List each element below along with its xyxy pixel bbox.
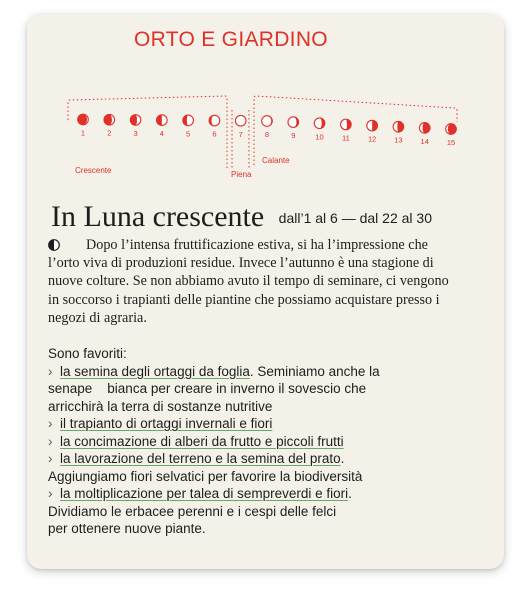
moon-day-6 [209,115,220,138]
moon-day-3 [130,115,141,138]
moon-day-number: 6 [212,129,217,139]
moon-day-number: 14 [420,136,429,146]
item-semina-rest: . Seminiamo anche la [249,363,380,379]
intro-paragraph: Dopo l’intensa fruttificazione estiva, si ha l’impressione che l’orto viva di produzioni residue. Invece l’autunno è una stagione di nuove colture. Se non abbiamo avuto il tempo di seminare, ci vengono in soccorso i trapianti delle piantine che possiamo acquistare presso i negozi di agraria. [48,237,449,326]
moon-day-number: 10 [315,132,324,142]
date-range: dall’1 al 6 — dal 22 al 30 [278,210,432,226]
text-line: per ottenere nuove piante. [48,521,206,536]
moon-day-number: 4 [159,129,164,139]
section-title: ORTO E GIARDINO [134,28,328,51]
moon-day-number: 12 [367,134,377,144]
moon-day-number: 13 [394,135,403,145]
moon-day-8 [262,116,273,139]
moon-day-number: 1 [80,128,86,138]
heading-row [51,200,432,234]
moon-day-5 [183,115,194,138]
text-line: arricchirà la terra di sostanze nutritive [48,398,273,414]
item-lavorazione: la lavorazione del terreno e la semina del prato [60,451,341,466]
bullet-arrow: › [48,416,53,431]
item-concimazione: la concimazione di alberi da frutto e piccoli frutti [60,433,344,449]
item-trapianto: il trapianto di ortaggi invernali e fiori [60,416,273,431]
moon-day-number: 5 [186,129,191,139]
moon-day-number: 3 [133,128,138,138]
item-moltiplicazione-rest: . [348,486,352,501]
moon-day-number: 9 [291,131,296,141]
moon-day-12 [367,120,378,143]
text-line: Dividiamo le erbacee perenni e i cespi delle felci [48,503,337,519]
list-item [48,450,468,468]
moon-day-11 [341,119,352,142]
moon-disc [235,115,246,126]
bullet-arrow: › [48,433,53,449]
moon-day-9 [288,117,299,140]
list-item [48,415,468,433]
item-lavorazione-rest: . [340,451,345,466]
list-item [48,485,468,503]
moon-day-2 [104,114,115,137]
moon-day-13 [393,121,404,144]
favoriti-label: Sono favoriti: [48,346,127,361]
list-item [48,363,468,381]
moon-day-number: 7 [238,129,243,139]
moon-day-number: 15 [446,138,456,147]
waxing-label: Crescente [75,166,112,175]
item-semina-ortaggi: la semina degli ortaggi da foglia [60,363,250,379]
moon-phase-calendar [0,0,521,200]
bullet-arrow: › [48,451,53,466]
list-item [48,433,468,451]
moon-day-1 [78,114,89,137]
bullet-arrow: › [48,486,53,501]
moon-day-14 [419,123,430,146]
moon-day-number: 2 [107,128,112,138]
moon-day-number: 11 [341,133,350,143]
favoriti-list [48,345,468,538]
moon-day-7 [235,115,246,138]
waning-label: Calante [262,156,290,165]
moon-day-15 [446,124,457,147]
text-line: Aggiungiamo fiori selvatici per favorire la biodiversità [48,468,363,484]
waxing-bracket [68,96,227,170]
moon-day-number: 8 [264,130,270,139]
text-line: senape bianca per creare in inverno il sovescio che [48,381,367,396]
moon-day-4 [157,115,168,138]
moon-day-10 [314,118,325,141]
bullet-arrow: › [48,363,53,379]
item-moltiplicazione: la moltiplicazione per talea di sempreverdi e fiori [60,486,349,501]
full-label: Piena [231,170,252,179]
main-heading: In Luna crescente [51,200,265,233]
